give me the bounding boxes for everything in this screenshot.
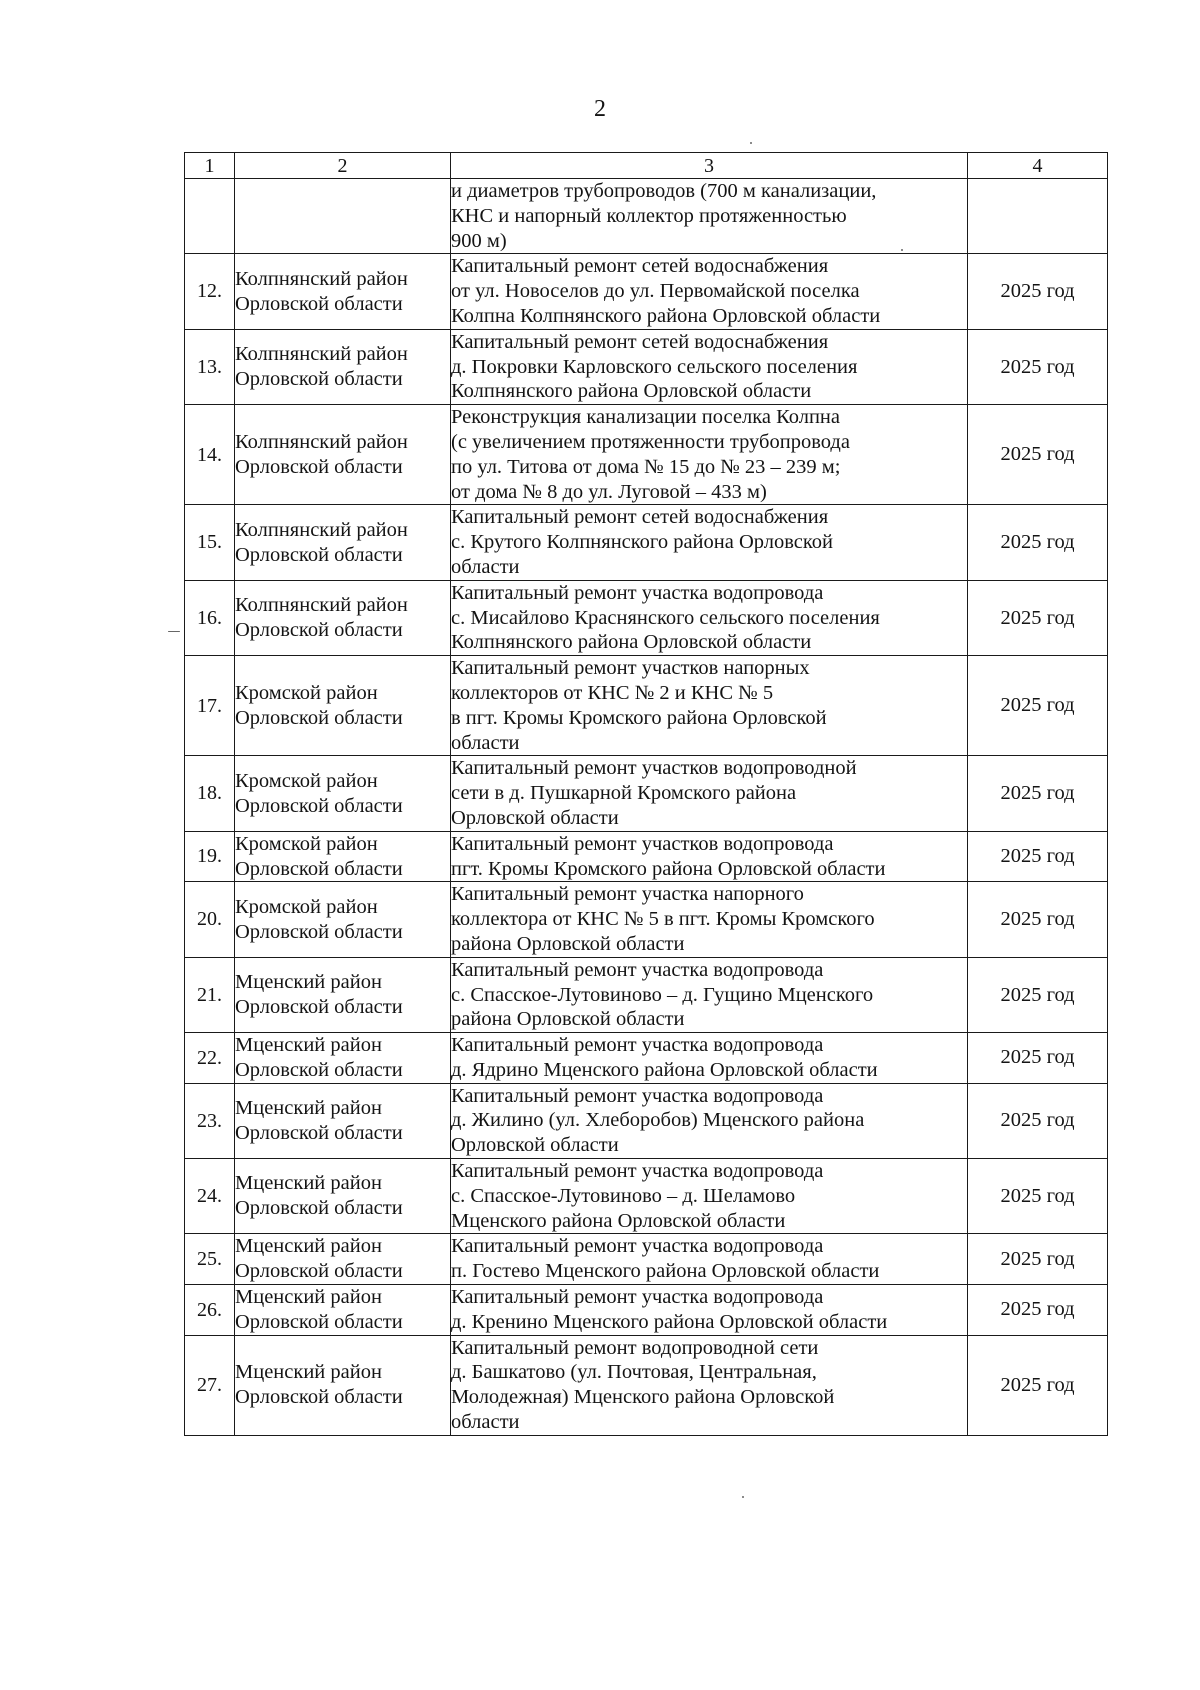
work-description-cell (451, 656, 968, 756)
scan-speck (168, 631, 180, 632)
district-line: Орловской области (235, 1058, 403, 1081)
row-number: 24. (185, 1159, 235, 1234)
work-description-line: Капитальный ремонт участков водопровода (451, 832, 834, 855)
district-line: Орловской области (235, 1310, 403, 1333)
table-row (185, 656, 1108, 756)
completion-year: 2025 год (968, 831, 1108, 882)
work-description-line: от ул. Новоселов до ул. Первомайской поселка (451, 280, 860, 303)
district-cell (235, 882, 451, 957)
completion-year: 2025 год (968, 656, 1108, 756)
row-number: 25. (185, 1234, 235, 1285)
completion-year: 2025 год (968, 405, 1108, 505)
district-cell (235, 405, 451, 505)
district-line: Колпнянский район (235, 594, 408, 617)
work-description-line: Орловской области (451, 806, 619, 829)
district-cell (235, 254, 451, 329)
completion-year: 2025 год (968, 505, 1108, 580)
work-description-line: Капитальный ремонт сетей водоснабжения (451, 330, 829, 353)
district-line: Мценский район (235, 971, 382, 994)
completion-year: 2025 год (968, 756, 1108, 831)
district-line: Орловской области (235, 1260, 403, 1283)
completion-year: 2025 год (968, 957, 1108, 1032)
work-description-cell (451, 505, 968, 580)
work-description-line: д. Башкатово (ул. Почтовая, Центральная, (451, 1361, 817, 1384)
district-cell (235, 179, 451, 254)
district-line: Орловской области (235, 920, 403, 943)
table-body (185, 153, 1108, 1436)
row-number: 17. (185, 656, 235, 756)
work-description-line: Капитальный ремонт участков водопроводной (451, 757, 857, 780)
work-description-line: Капитальный ремонт сетей водоснабжения (451, 506, 829, 529)
row-number: 12. (185, 254, 235, 329)
row-number: 23. (185, 1083, 235, 1158)
district-line: Кромской район (235, 895, 378, 918)
district-line: Орловской области (235, 1121, 403, 1144)
work-description-cell (451, 254, 968, 329)
district-line: Орловской области (235, 1386, 403, 1409)
table-row (185, 254, 1108, 329)
work-description-line: д. Ядрино Мценского района Орловской области (451, 1058, 878, 1081)
district-cell (235, 1234, 451, 1285)
district-cell (235, 505, 451, 580)
table-row (185, 756, 1108, 831)
district-line: Мценский район (235, 1235, 382, 1258)
work-description-line: (с увеличением протяженности трубопровода (451, 430, 850, 453)
table-row (185, 1285, 1108, 1336)
work-description-line: и диаметров трубопроводов (700 м канализации, (451, 180, 877, 202)
district-cell (235, 756, 451, 831)
district-cell (235, 580, 451, 655)
completion-year: 2025 год (968, 1083, 1108, 1158)
work-description-line: Капитальный ремонт участка водопровода (451, 1235, 824, 1258)
work-description-line: коллекторов от КНС № 2 и КНС № 5 (451, 681, 774, 704)
row-number: 26. (185, 1285, 235, 1336)
row-number: 15. (185, 505, 235, 580)
district-line: Орловской области (235, 455, 403, 478)
district-line: Кромской район (235, 832, 378, 855)
work-description-line: Капитальный ремонт участка напорного (451, 883, 804, 906)
district-line: Орловской области (235, 995, 403, 1018)
district-line: Мценский район (235, 1172, 382, 1195)
completion-year: 2025 год (968, 1335, 1108, 1435)
row-number: 22. (185, 1033, 235, 1084)
work-description-line: с. Спасское-Лутовиново – д. Шеламово (451, 1184, 796, 1207)
work-description-line: Капитальный ремонт участка водопровода (451, 1160, 824, 1183)
district-line: Колпнянский район (235, 518, 408, 541)
work-description-line: области (451, 731, 520, 754)
work-description-line: д. Жилино (ул. Хлеборобов) Мценского района (451, 1109, 865, 1132)
work-description-cell (451, 831, 968, 882)
completion-year: 2025 год (968, 254, 1108, 329)
projects-table (184, 152, 1108, 1436)
work-description-line: Капитальный ремонт участка водопровода (451, 1034, 824, 1057)
work-description-cell (451, 179, 968, 254)
work-description-cell (451, 1285, 968, 1336)
district-line: Орловской области (235, 794, 403, 817)
work-description-cell (451, 329, 968, 404)
district-cell (235, 957, 451, 1032)
table-row (185, 1033, 1108, 1084)
district-line: Орловской области (235, 292, 403, 315)
district-line: Орловской области (235, 543, 403, 566)
district-line: Колпнянский район (235, 343, 408, 366)
work-description-line: п. Гостево Мценского района Орловской области (451, 1260, 880, 1283)
scan-speck (901, 249, 903, 251)
work-description-cell (451, 1335, 968, 1435)
district-cell (235, 1159, 451, 1234)
work-description-line: Реконструкция канализации поселка Колпна (451, 406, 840, 429)
district-cell (235, 1033, 451, 1084)
district-line: Колпнянский район (235, 430, 408, 453)
district-cell (235, 329, 451, 404)
column-header: 3 (451, 153, 968, 179)
completion-year (968, 179, 1108, 254)
work-description-line: 900 м) (451, 229, 507, 252)
work-description-cell (451, 1159, 968, 1234)
district-cell (235, 1083, 451, 1158)
column-header: 2 (235, 153, 451, 179)
district-line: Орловской области (235, 618, 403, 641)
completion-year: 2025 год (968, 1285, 1108, 1336)
row-number: 20. (185, 882, 235, 957)
work-description-cell (451, 580, 968, 655)
district-line: Мценский район (235, 1097, 382, 1120)
work-description-line: Капитальный ремонт участков напорных (451, 657, 810, 680)
completion-year: 2025 год (968, 1033, 1108, 1084)
district-line: Мценский район (235, 1286, 382, 1309)
column-header: 4 (968, 153, 1108, 179)
table-row (185, 405, 1108, 505)
work-description-line: Мценского района Орловской области (451, 1209, 786, 1232)
row-number: 14. (185, 405, 235, 505)
work-description-line: с. Спасское-Лутовиново – д. Гущино Мценского (451, 983, 874, 1006)
table-row (185, 831, 1108, 882)
work-description-line: пгт. Кромы Кромского района Орловской области (451, 857, 886, 880)
work-description-line: коллектора от КНС № 5 в пгт. Кромы Кромского (451, 908, 875, 931)
district-line: Орловской области (235, 706, 403, 729)
work-description-line: Колпнянского района Орловской области (451, 631, 812, 654)
work-description-line: от дома № 8 до ул. Луговой – 433 м) (451, 480, 767, 503)
district-line: Кромской район (235, 681, 378, 704)
row-number: 19. (185, 831, 235, 882)
work-description-line: КНС и напорный коллектор протяженностью (451, 204, 847, 227)
district-line: Кромской район (235, 769, 378, 792)
work-description-cell (451, 957, 968, 1032)
table-header-row (185, 153, 1108, 179)
district-line: Орловской области (235, 857, 403, 880)
row-number: 21. (185, 957, 235, 1032)
table-row (185, 1335, 1108, 1435)
work-description-line: Капитальный ремонт участка водопровода (451, 1084, 824, 1107)
work-description-cell (451, 1234, 968, 1285)
work-description-cell (451, 405, 968, 505)
row-number: 18. (185, 756, 235, 831)
table-row (185, 882, 1108, 957)
work-description-line: по ул. Титова от дома № 15 до № 23 – 239 м; (451, 455, 841, 478)
district-cell (235, 831, 451, 882)
table-row (185, 580, 1108, 655)
work-description-line: Капитальный ремонт сетей водоснабжения (451, 255, 829, 278)
work-description-line: Капитальный ремонт участка водопровода (451, 958, 824, 981)
table-row (185, 505, 1108, 580)
work-description-cell (451, 1033, 968, 1084)
work-description-line: Капитальный ремонт участка водопровода (451, 581, 824, 604)
district-line: Колпнянский район (235, 267, 408, 290)
row-number (185, 179, 235, 254)
work-description-line: с. Крутого Колпнянского района Орловской (451, 531, 834, 554)
district-line: Мценский район (235, 1361, 382, 1384)
district-cell (235, 1285, 451, 1336)
table-row (185, 1234, 1108, 1285)
work-description-line: д. Покровки Карловского сельского поселения (451, 355, 858, 378)
work-description-cell (451, 882, 968, 957)
completion-year: 2025 год (968, 580, 1108, 655)
table-row (185, 329, 1108, 404)
work-description-line: области (451, 1411, 520, 1434)
row-number: 16. (185, 580, 235, 655)
table-row (185, 957, 1108, 1032)
work-description-line: Капитальный ремонт участка водопровода (451, 1286, 824, 1309)
work-description-line: Орловской области (451, 1134, 619, 1157)
completion-year: 2025 год (968, 329, 1108, 404)
table-row (185, 1083, 1108, 1158)
work-description-line: Колпна Колпнянского района Орловской области (451, 304, 881, 327)
table-row (185, 1159, 1108, 1234)
district-line: Орловской области (235, 1197, 403, 1220)
work-description-line: района Орловской области (451, 1008, 685, 1031)
district-cell (235, 1335, 451, 1435)
completion-year: 2025 год (968, 882, 1108, 957)
work-description-line: Капитальный ремонт водопроводной сети (451, 1336, 819, 1359)
table-row (185, 179, 1108, 254)
work-description-cell (451, 1083, 968, 1158)
work-description-line: Молодежная) Мценского района Орловской (451, 1386, 835, 1409)
work-description-line: в пгт. Кромы Кромского района Орловской (451, 706, 827, 729)
work-description-line: района Орловской области (451, 932, 685, 955)
district-line: Мценский район (235, 1034, 382, 1057)
page-number: 2 (594, 96, 606, 122)
work-description-line: д. Кренино Мценского района Орловской области (451, 1310, 888, 1333)
work-description-line: сети в д. Пушкарной Кромского района (451, 782, 797, 805)
work-description-line: Колпнянского района Орловской области (451, 380, 812, 403)
work-description-cell (451, 756, 968, 831)
district-line: Орловской области (235, 367, 403, 390)
row-number: 27. (185, 1335, 235, 1435)
scan-speck (750, 142, 752, 144)
completion-year: 2025 год (968, 1234, 1108, 1285)
completion-year: 2025 год (968, 1159, 1108, 1234)
work-description-line: области (451, 555, 520, 578)
column-header: 1 (185, 153, 235, 179)
district-cell (235, 656, 451, 756)
work-description-line: с. Мисайлово Краснянского сельского поселения (451, 606, 880, 629)
row-number: 13. (185, 329, 235, 404)
scan-speck (742, 1496, 744, 1498)
